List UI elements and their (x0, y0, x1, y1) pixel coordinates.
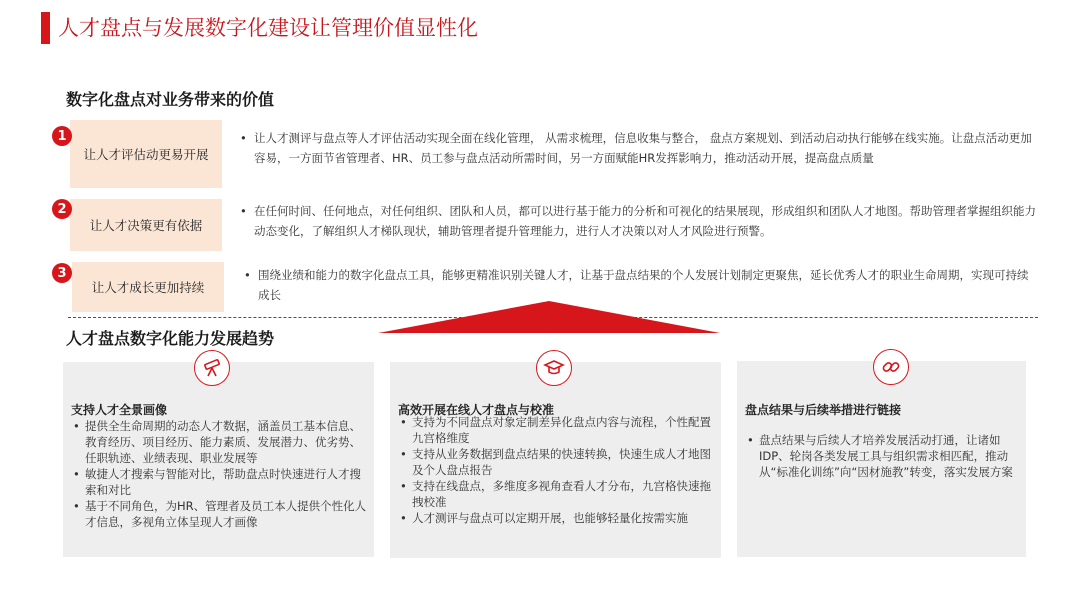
value-desc-text-1: 让人才测评与盘点等人才评估活动实现全面在线化管理， 从需求梳理，信息收集与整合， 盘点方案规划、到活动启动执行能够在线实施。让盘点活动更加容易，一方面节省管理者、HR、员工参与盘点活动所需时间，另一方面赋能HR发挥影响力，推动活动开展，提高盘点质量 (254, 131, 1032, 165)
list-item: • 盘点结果与后续人才培养发展活动打通，让诸如IDP、轮岗各类发展工具与组织需求相匹配，推动从“标准化训练”向“因材施教”转变，落实发展方案 (745, 432, 1021, 480)
trend-section-title: 人才盘点数字化能力发展趋势 (66, 329, 275, 348)
value-desc-text-2: 在任何时间、任何地点，对任何组织、团队和人员，都可以进行基于能力的分析和可视化的结果展现，形成组织和团队人才地图。帮助管理者掌握组织能力动态变化，了解组织人才梯队现状，辅助管理者提升管理能力，进行人才决策以对人才风险进行预警。 (254, 204, 1036, 238)
arrow-triangle-decoration (378, 300, 720, 334)
list-item: • 支持在线盘点，多维度多视角查看人才分布，九宫格快速拖拽校准 (398, 478, 714, 510)
page-title: 人才盘点与发展数字化建设让管理价值显性化 (58, 16, 478, 40)
bullet: • (240, 131, 247, 145)
link-icon (873, 349, 909, 385)
value-label-3: 让人才成长更加持续 (72, 262, 224, 312)
value-section-title: 数字化盘点对业务带来的价值 (66, 90, 275, 109)
value-desc-text-3: 围绕业绩和能力的数字化盘点工具，能够更精准识别关键人才，让基于盘点结果的个人发展计划制定更聚焦，延长优秀人才的职业生命周期，实现可持续成长 (258, 268, 1029, 302)
value-label-2: 让人才决策更有依据 (70, 199, 222, 251)
value-number-badge-2: 2 (52, 199, 72, 219)
title-accent-bar (41, 12, 50, 44)
list-item: • 支持为不同盘点对象定制差异化盘点内容与流程，个性配置九宫格维度 (398, 414, 714, 446)
list-item: • 支持从业务数据到盘点结果的快速转换，快速生成人才地图及个人盘点报告 (398, 446, 714, 478)
value-desc-1 (240, 128, 1038, 168)
value-desc-2 (240, 201, 1038, 241)
value-number-badge-1: 1 (52, 126, 72, 146)
value-desc-3 (244, 265, 1038, 305)
bullet: • (240, 204, 247, 218)
value-number-badge-3: 3 (52, 263, 72, 283)
value-label-1: 让人才评估动更易开展 (70, 120, 222, 188)
trend-card-title-1: 支持人才全景画像 (71, 403, 168, 417)
list-item: • 敏捷人才搜索与智能对比，帮助盘点时快速进行人才搜索和对比 (71, 466, 367, 498)
trend-card-list-2 (398, 414, 714, 526)
list-item: • 提供全生命周期的动态人才数据，涵盖员工基本信息、教育经历、项目经历、能力素质、发展潜力、优劣势、任职轨迹、业绩表现、职业发展等 (71, 418, 367, 466)
graduation-cap-icon (536, 350, 572, 386)
telescope-icon (194, 350, 230, 386)
trend-card-title-2: 高效开展在线人才盘点与校准 (398, 403, 555, 417)
list-item: • 人才测评与盘点可以定期开展，也能够轻量化按需实施 (398, 510, 714, 526)
list-item: • 基于不同角色，为HR、管理者及员工本人提供个性化人才信息，多视角立体呈现人才画像 (71, 498, 367, 530)
bullet: • (244, 268, 251, 282)
trend-card-title-3: 盘点结果与后续举措进行链接 (745, 403, 902, 417)
trend-card-list-3 (745, 432, 1021, 480)
trend-card-list-1 (71, 418, 367, 530)
